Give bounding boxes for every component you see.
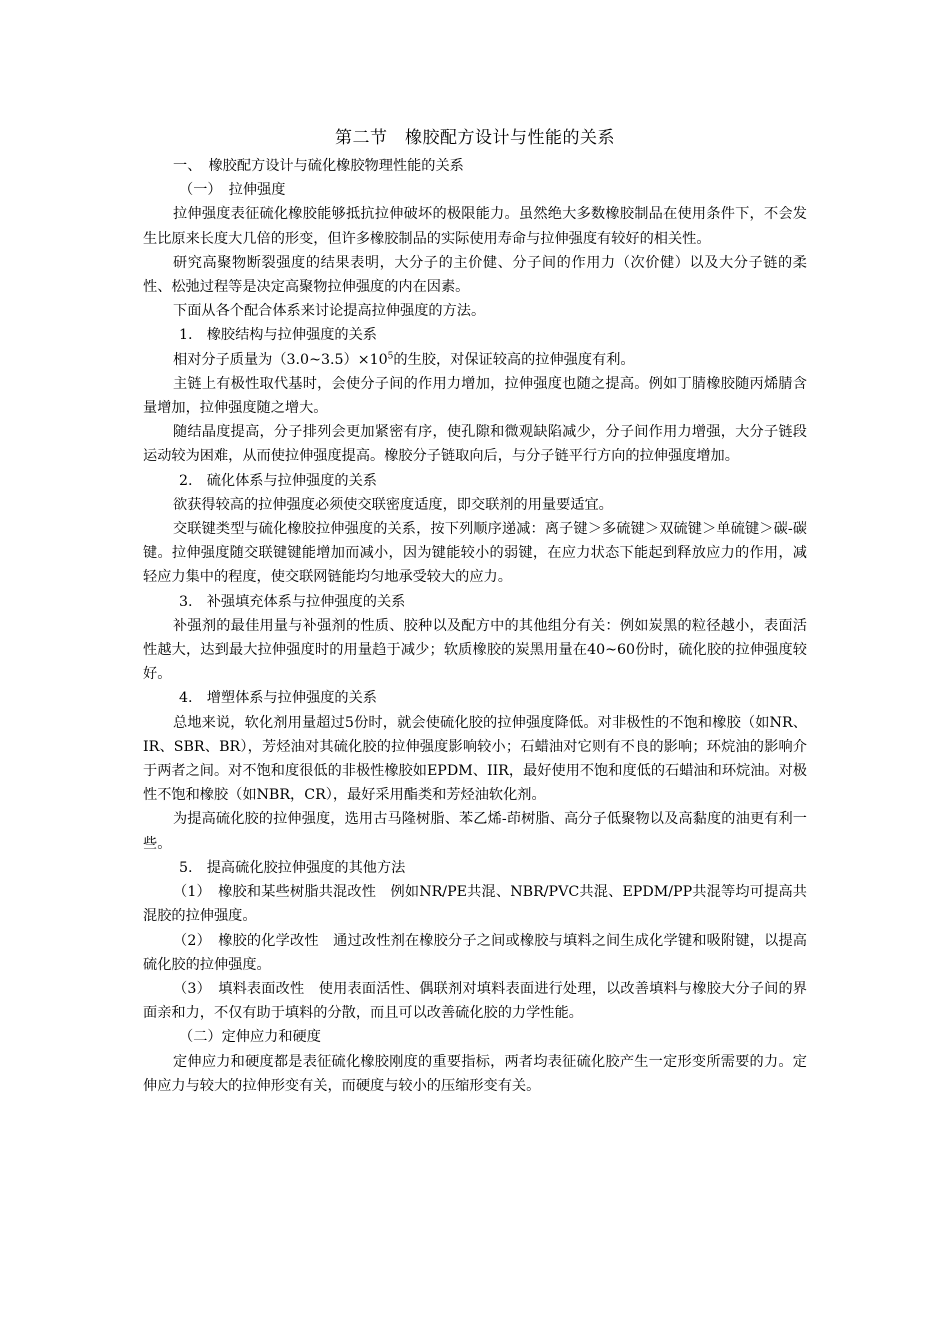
paragraph: 研究高聚物断裂强度的结果表明，大分子的主价健、分子间的作用力（次价健）以及大分子链的柔性、松弛过程等是决定高聚物拉伸强度的内在因素。 xyxy=(143,254,807,296)
heading-item-2: 2. 硫化体系与拉伸强度的关系 xyxy=(179,472,377,489)
heading-item-3: 3. 补强填充体系与拉伸强度的关系 xyxy=(179,593,406,610)
heading-item-1: 1. 橡胶结构与拉伸强度的关系 xyxy=(179,327,377,344)
paragraph: 主链上有极性取代基时，会使分子间的作用力增加，拉伸强度也随之提高。例如丁腈橡胶随丙烯腈含量增加，拉伸强度随之增大。 xyxy=(143,375,807,417)
document-page xyxy=(143,124,807,1098)
paragraph: 欲获得较高的拉伸强度必须使交联密度适度，即交联剂的用量要适宜。 xyxy=(173,496,613,513)
heading-item-4: 4. 增塑体系与拉伸强度的关系 xyxy=(179,690,377,707)
paragraph: 随结晶度提高，分子排列会更加紧密有序，使孔隙和微观缺陷减少，分子间作用力增强，大分子链段运动较为困难，从而使拉伸强度提高。橡胶分子链取向后，与分子链平行方向的拉伸强度增加。 xyxy=(143,424,807,465)
paragraph-molecular-mass xyxy=(143,348,807,372)
paragraph: 定伸应力和硬度都是表征硫化橡胶刚度的重要指标，两者均表征硫化胶产生一定形变所需要的力。定伸应力与较大的拉伸形变有关，而硬度与较小的压缩形变有关。 xyxy=(143,1053,807,1094)
method-item-1: （1） 橡胶和某些树脂共混改性 例如NR/PE共混、NBR/PVC共混、EPDM/PP共混等均可提高共混胶的拉伸强度。 xyxy=(143,884,807,925)
paragraph: 交联键类型与硫化橡胶拉伸强度的关系，按下列顺序递减：离子键＞多硫键＞双硫键＞单硫键＞碳-碳键。拉伸强度随交联键键能增加而减小，因为键能较小的弱键，在应力状态下能起到释放应力的作用，减轻应力集中的程度，使交联网链能均匀地承受较大的应力。 xyxy=(143,521,807,586)
heading-tensile-strength: （一） 拉伸强度 xyxy=(179,182,286,199)
paragraph: 为提高硫化胶的拉伸强度，选用古马隆树脂、苯乙烯-茚树脂、高分子低聚物以及高黏度的油更有利一些。 xyxy=(143,811,807,852)
paragraph: 下面从各个配合体系来讨论提高拉伸强度的方法。 xyxy=(173,303,486,320)
paragraph: 补强剂的最佳用量与补强剂的性质、胶种以及配方中的其他组分有关：例如炭黑的粒径越小，表面活性越大，达到最大拉伸强度时的用量趋于减少；软质橡胶的炭黑用量在40~60份时，硫化胶的拉伸强度较好。 xyxy=(143,617,807,683)
method-item-3: （3） 填料表面改性 使用表面活性、偶联剂对填料表面进行处理，以改善填料与橡胶大分子间的界面亲和力，不仅有助于填料的分散，而且可以改善硫化胶的力学性能。 xyxy=(143,980,807,1022)
text-run: 的生胶，对保证较高的拉伸强度有利。 xyxy=(393,351,635,368)
heading-modulus-hardness: （二）定伸应力和硬度 xyxy=(179,1029,321,1046)
heading-level-1: 一、 橡胶配方设计与硫化橡胶物理性能的关系 xyxy=(173,158,464,174)
superscript: 5 xyxy=(387,350,394,361)
section-title: 第二节 橡胶配方设计与性能的关系 xyxy=(335,128,615,148)
heading-item-5: 5. 提高硫化胶拉伸强度的其他方法 xyxy=(179,859,406,876)
paragraph: 总地来说，软化剂用量超过5份时，就会使硫化胶的拉伸强度降低。对非极性的不饱和橡胶（如NR、IR、SBR、BR），芳烃油对其硫化胶的拉伸强度影响较小；石蜡油对它则有不良的影响；环烷油的影响介于两者之间。对不饱和度很低的非极性橡胶如EPDM、IIR，最好使用不饱和度低的石蜡油和环烷油。对极性不饱和橡胶（如NBR，CR），最好采用酯类和芳烃油软化剂。 xyxy=(143,714,807,804)
text-run: 相对分子质量为（3.0~3.5）×10 xyxy=(173,351,388,368)
method-item-2: （2） 橡胶的化学改性 通过改性剂在橡胶分子之间或橡胶与填料之间生成化学键和吸附键，以提高硫化胶的拉伸强度。 xyxy=(143,932,807,973)
paragraph: 拉伸强度表征硫化橡胶能够抵抗拉伸破坏的极限能力。虽然绝大多数橡胶制品在使用条件下，不会发生比原来长度大几倍的形变，但许多橡胶制品的实际使用寿命与拉伸强度有较好的相关性。 xyxy=(143,206,807,247)
